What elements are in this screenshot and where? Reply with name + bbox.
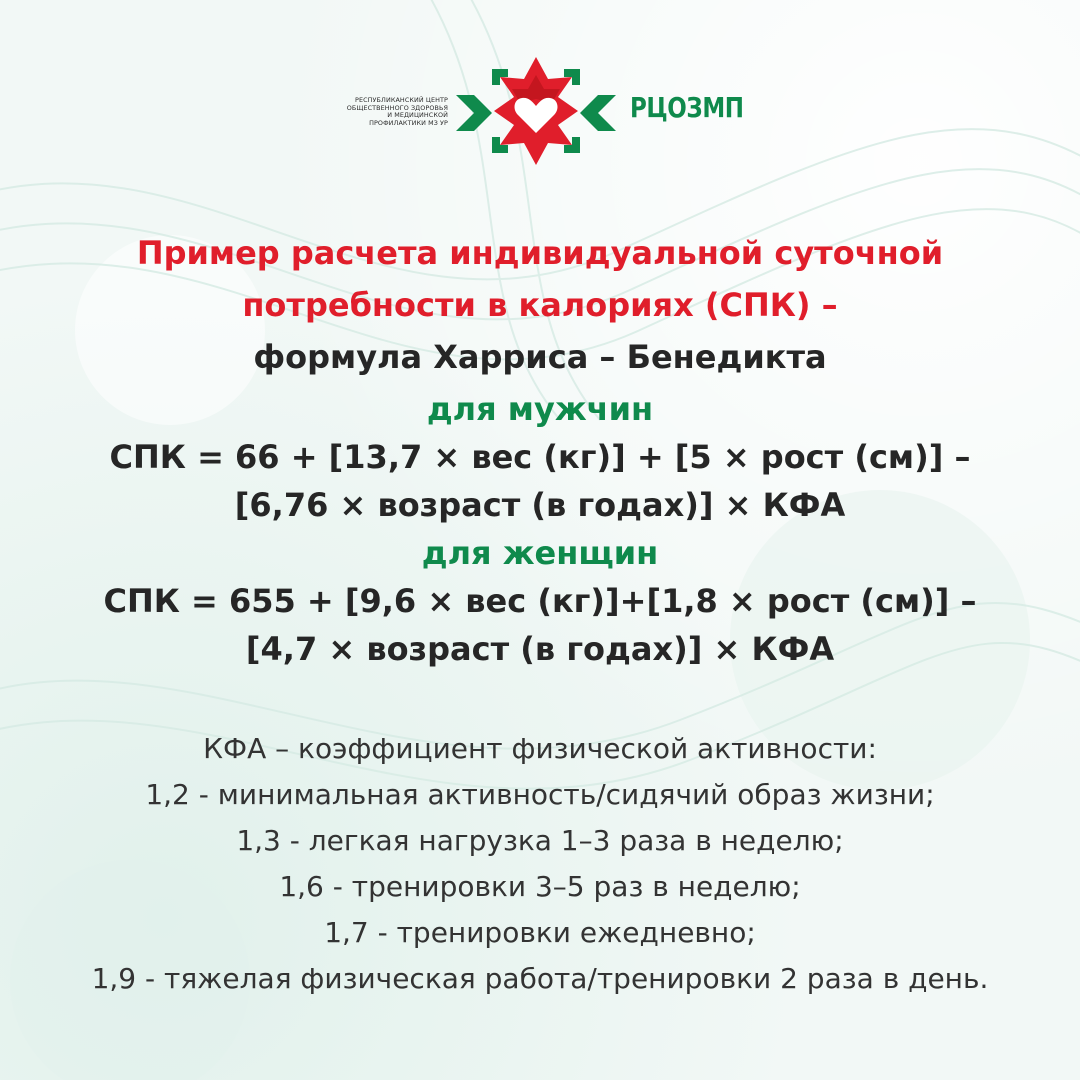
- women-label: для женщин: [421, 534, 659, 572]
- men-label: для мужчин: [426, 390, 654, 428]
- women-formula-line: [4,7 × возраст (в годах)] × КФА: [245, 630, 835, 668]
- legend-item: 1,3 - легкая нагрузка 1–3 раза в неделю;: [236, 824, 844, 857]
- men-formula-line: [6,76 × возраст (в годах)] × КФА: [234, 486, 846, 524]
- org-name-line: И МЕДИЦИНСКОЙ: [387, 111, 448, 120]
- org-name: [340, 97, 448, 127]
- legend-item: 1,2 - минимальная активность/сидячий образ жизни;: [145, 778, 935, 811]
- formulas: [0, 385, 1080, 673]
- logo: [340, 55, 750, 167]
- heading-line: потребности в калориях (СПК) –: [242, 286, 838, 324]
- heading-line: Пример расчета индивидуальной суточной: [136, 234, 944, 272]
- heart-ornament-icon: [452, 55, 620, 167]
- heading: [0, 227, 1080, 383]
- legend-item: 1,6 - тренировки 3–5 раз в неделю;: [279, 870, 801, 903]
- org-abbreviation: РЦОЗМП: [630, 91, 744, 124]
- org-name-line: ПРОФИЛАКТИКИ МЗ УР: [369, 118, 448, 127]
- legend-item: 1,9 - тяжелая физическая работа/тренировки 2 раза в день.: [91, 962, 989, 995]
- org-name-line: РЕСПУБЛИКАНСКИЙ ЦЕНТР: [355, 96, 448, 104]
- men-formula-line: СПК = 66 + [13,7 × вес (кг)] + [5 × рост (см)] –: [109, 438, 971, 476]
- legend-item: 1,7 - тренировки ежедневно;: [324, 916, 756, 949]
- women-formula-line: СПК = 655 + [9,6 × вес (кг)]+[1,8 × рост (см)] –: [103, 582, 977, 620]
- activity-legend: [0, 726, 1080, 1002]
- org-name-line: ОБЩЕСТВЕННОГО ЗДОРОВЬЯ: [346, 103, 448, 112]
- formula-name: формула Харриса – Бенедикта: [253, 338, 827, 376]
- legend-title: КФА – коэффициент физической активности:: [203, 732, 877, 765]
